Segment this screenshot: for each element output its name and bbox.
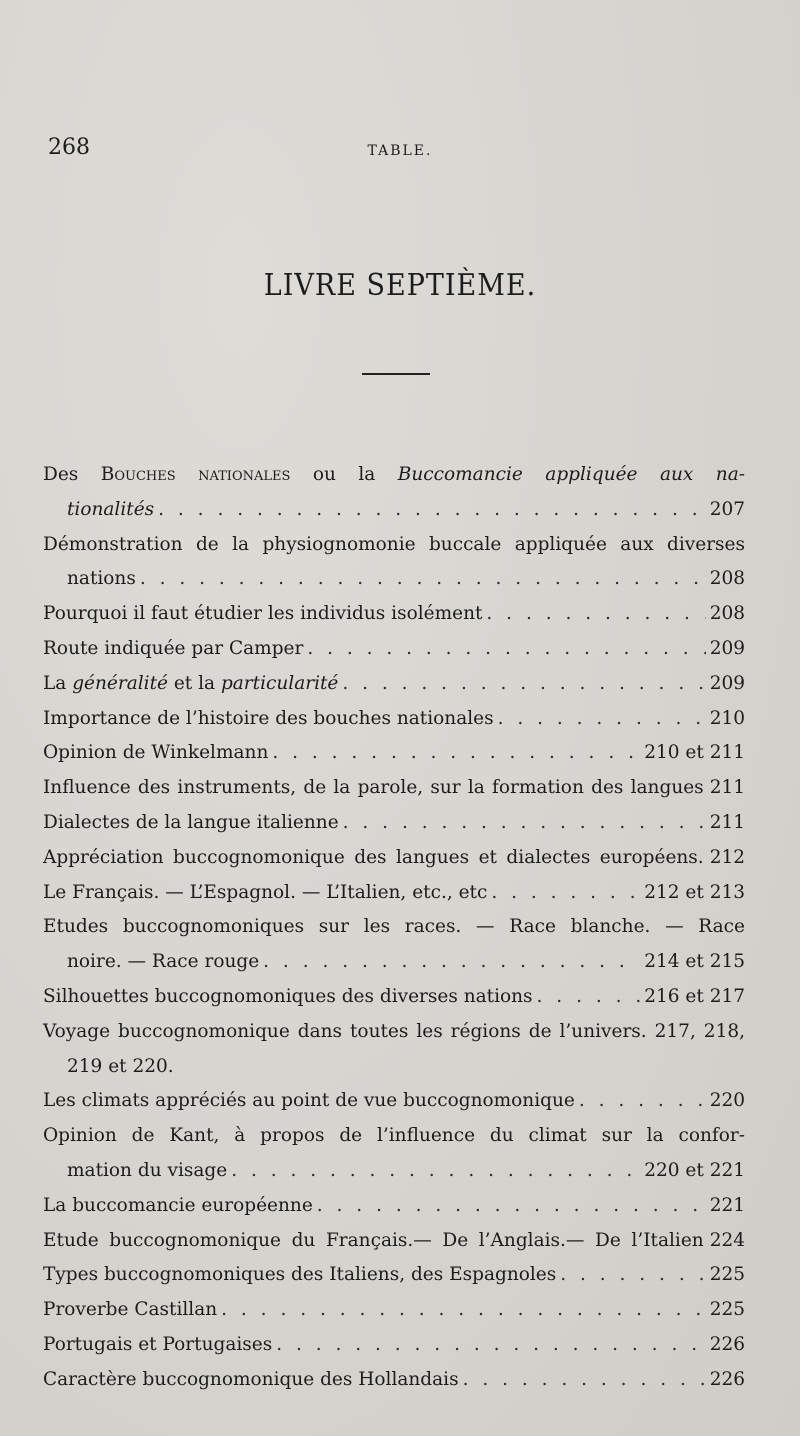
toc-entry-line [43, 493, 745, 528]
toc-entry-line [43, 945, 745, 980]
dot-leader [158, 493, 706, 528]
toc-page-ref: 207 [709, 498, 745, 520]
toc-page-ref: 210 [709, 707, 745, 729]
toc-entry-smallcaps: Bouches nationales [100, 464, 291, 485]
toc-entry-italic: Buccomancie appliquée aux na- [397, 464, 745, 485]
toc-entry-text: Influence des instruments, de la parole, sur la formation des langues [43, 777, 704, 799]
page-number: 268 [48, 135, 90, 160]
toc-entry-line [43, 1154, 745, 1189]
toc-page-ref: 209 [709, 672, 745, 694]
toc-entry-text: Importance de l’histoire des bouches nationales [43, 707, 494, 729]
dot-leader [343, 806, 706, 841]
toc-entry-line [43, 562, 745, 597]
dot-leader [342, 667, 705, 702]
toc-entry-text: Route indiquée par Camper [43, 637, 304, 659]
toc-entry-line: Démonstration de la physiognomonie buccale appliquée aux diverses [43, 533, 745, 555]
dot-leader [498, 702, 706, 737]
toc-entry-text: noire. — Race rouge [67, 951, 260, 973]
toc-entry [43, 667, 745, 702]
toc-entry [43, 1328, 745, 1363]
toc-entry [43, 1189, 745, 1224]
toc-entry [43, 1293, 745, 1328]
toc-page-ref: 225 [709, 1299, 745, 1321]
toc-entry-line: 219 et 220. [67, 1055, 174, 1077]
toc-entry-text: Types buccognomoniques des Italiens, des Espagnoles [43, 1264, 557, 1286]
toc-entry-text: Les climats appréciés au point de vue buccognomonique [43, 1090, 575, 1112]
toc-entry-text: Pourquoi il faut étudier les individus isolément [43, 603, 483, 625]
toc-entry-text: Caractère buccognomonique des Hollandais [43, 1368, 459, 1390]
toc-entry [43, 980, 745, 1015]
dot-leader [221, 1293, 706, 1328]
toc-entry-text: Des [43, 464, 101, 485]
dot-leader [263, 945, 640, 980]
toc-entry [43, 841, 745, 876]
dot-leader [537, 980, 641, 1015]
dot-leader [486, 597, 705, 632]
toc-entry-text: Etude buccognomonique du Français.— De l’Anglais.— De l’Italien [43, 1229, 704, 1251]
toc-page-ref: 208 [709, 568, 745, 590]
toc-entry [43, 1224, 745, 1259]
toc-page-ref: 211 [709, 777, 745, 799]
book-title: LIVRE SEPTIÈME. [263, 268, 537, 303]
toc-entry-line: Etudes buccognomoniques sur les races. — Race blanche. — Race [43, 916, 745, 938]
toc-entry [43, 1119, 745, 1189]
toc-entry-text: Appréciation buccognomonique des langues et dialectes européens. [43, 846, 704, 868]
toc-entry [43, 528, 745, 598]
dot-leader [276, 1328, 705, 1363]
toc-entry-text: ou la [290, 464, 398, 485]
toc-entry-text: Proverbe Castillan [43, 1299, 218, 1321]
dot-leader [491, 876, 640, 911]
toc-page-ref: 221 [709, 1194, 745, 1216]
toc-entry [43, 876, 745, 911]
dot-leader [272, 736, 640, 771]
toc-entry [43, 1015, 745, 1085]
toc-page-ref: 211 [709, 811, 745, 833]
toc-entry-text: Portugais et Portugaises [43, 1333, 273, 1355]
dot-leader [307, 632, 705, 667]
toc-entry [43, 806, 745, 841]
toc-entry-text: La buccomancie européenne [43, 1194, 313, 1216]
toc-page-ref: 220 et 221 [644, 1159, 745, 1181]
toc-entry-text: La généralité et la particularité [43, 672, 339, 694]
toc-entry [43, 1084, 745, 1119]
toc-page-ref: 220 [709, 1090, 745, 1112]
toc-entry-italic: tionalités [67, 498, 155, 520]
dot-leader [463, 1363, 706, 1398]
toc-page-ref: 226 [709, 1368, 745, 1390]
dot-leader [317, 1189, 706, 1224]
toc-entry-text: Dialectes de la langue italienne [43, 811, 339, 833]
toc-entry-text: mation du visage [67, 1159, 228, 1181]
toc-page-ref: 212 et 213 [644, 881, 745, 903]
toc-entry [43, 910, 745, 980]
toc-page-ref: 216 et 217 [644, 985, 745, 1007]
divider-rule [362, 373, 430, 375]
toc-page-ref: 224 [709, 1229, 745, 1251]
toc-entry-text: Opinion de Winkelmann [43, 742, 269, 764]
toc-page-ref: 225 [709, 1264, 745, 1286]
toc-page-ref: 209 [709, 637, 745, 659]
dot-leader [231, 1154, 640, 1189]
toc-entry [43, 736, 745, 771]
toc-page-ref: 210 et 211 [644, 742, 745, 764]
toc-entry [43, 702, 745, 737]
table-of-contents [43, 458, 745, 1398]
toc-entry [43, 1363, 745, 1398]
toc-page-ref: 226 [709, 1333, 745, 1355]
toc-entry-text: Silhouettes buccognomoniques des diverses nations [43, 985, 533, 1007]
running-header [48, 135, 752, 165]
toc-entry-text: Le Français. — L’Espagnol. — L’Italien, etc., etc [43, 881, 488, 903]
toc-page-ref: 212 [709, 846, 745, 868]
toc-entry [43, 1258, 745, 1293]
toc-entry [43, 458, 745, 528]
toc-page-ref: 208 [709, 603, 745, 625]
toc-entry-line [43, 458, 745, 493]
dot-leader [579, 1084, 706, 1119]
toc-entry [43, 597, 745, 632]
toc-entry-text: nations [67, 568, 136, 590]
dot-leader [560, 1258, 705, 1293]
dot-leader [140, 562, 706, 597]
toc-entry [43, 632, 745, 667]
toc-entry-line: Voyage buccognomonique dans toutes les régions de l’univers. 217, 218, [43, 1020, 745, 1042]
running-title: TABLE. [367, 143, 433, 159]
toc-page-ref: 214 et 215 [644, 951, 745, 973]
toc-entry [43, 771, 745, 806]
toc-entry-line: Opinion de Kant, à propos de l’influence du climat sur la confor- [43, 1125, 745, 1147]
